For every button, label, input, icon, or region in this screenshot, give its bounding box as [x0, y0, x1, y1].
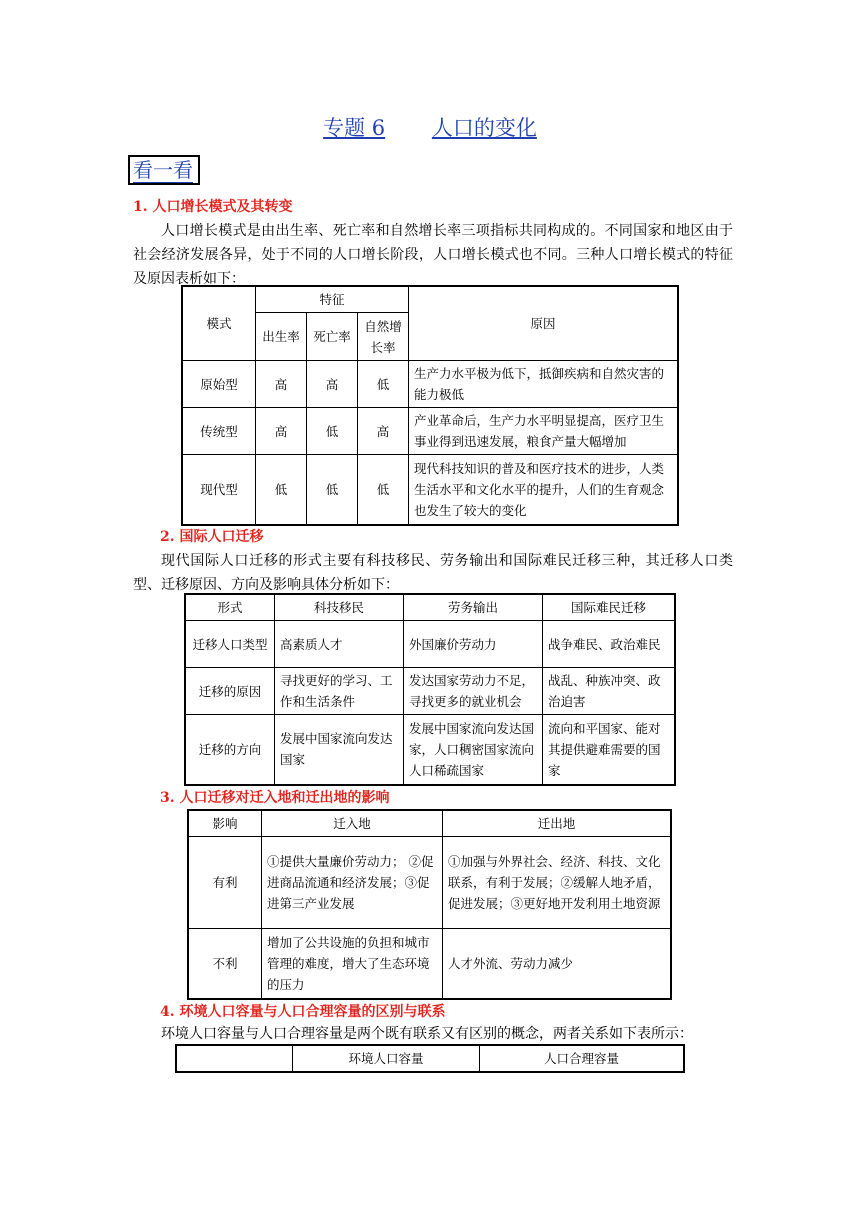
table-cell: ①加强与外界社会、经济、科技、文化联系，有利于发展；②缓解人地矛盾，促进发展；③更好地开发利用土地资源	[443, 837, 672, 929]
page-title	[0, 112, 860, 142]
table-cell: 低	[358, 361, 409, 408]
table-cell: 高	[358, 408, 409, 455]
table-cell: 低	[307, 455, 358, 525]
table-cell: 战乱、种族冲突、政治迫害	[543, 668, 676, 715]
table-cell: 战争难民、政治难民	[543, 621, 676, 668]
table-cell: 流向和平国家、能对其提供避难需要的国家	[543, 715, 676, 785]
section4-paragraph: 环境人口容量与人口合理容量是两个既有联系又有区别的概念，两者关系如下表所示：	[161, 1026, 693, 1042]
badge-label: 看一看	[133, 158, 193, 182]
kanyikan-badge	[128, 155, 200, 185]
title-name: 人口的变化	[431, 116, 537, 140]
table-cell: 低	[307, 408, 358, 455]
section1-heading: 1. 人口增长模式及其转变	[133, 199, 293, 215]
section1-paragraph: 人口增长模式是由出生率、死亡率和自然增长率三项指标共同构成的。不同国家和地区由于社会经济发展各异，处于不同的人口增长阶段，人口增长模式也不同。三种人口增长模式的特征及原因表析如下：	[133, 223, 733, 287]
table-cell: 发达国家劳动力不足，寻找更多的就业机会	[404, 668, 543, 715]
table-cell: 发展中国家流向发达国家，人口稠密国家流向人口稀疏国家	[404, 715, 543, 785]
th-impact: 影响	[188, 810, 262, 837]
table-cell: 低	[358, 455, 409, 525]
th-natural: 自然增长率	[358, 313, 409, 361]
table-cell: 增加了公共设施的负担和城市管理的难度，增大了生态环境的压力	[262, 929, 443, 999]
th-birth: 出生率	[256, 313, 307, 361]
th-reasonable-capacity: 人口合理容量	[480, 1045, 685, 1072]
table-cell: 不利	[188, 929, 262, 999]
th-origin: 迁出地	[443, 810, 672, 837]
th-death: 死亡率	[307, 313, 358, 361]
table-cell: 高	[256, 408, 307, 455]
table-cell: 产业革命后，生产力水平明显提高，医疗卫生事业得到迅速发展，粮食产量大幅增加	[409, 408, 679, 455]
table-cell: 人才外流、劳动力减少	[443, 929, 672, 999]
table-cell: 高	[307, 361, 358, 408]
section4-heading: 4. 环境人口容量与人口合理容量的区别与联系	[160, 1004, 446, 1020]
th-form: 形式	[185, 594, 275, 621]
table-cell: 发展中国家流向发达国家	[275, 715, 404, 785]
table-cell: 高	[256, 361, 307, 408]
impact-table	[187, 809, 672, 1000]
section2-heading: 2. 国际人口迁移	[160, 529, 264, 545]
th-tech: 科技移民	[275, 594, 404, 621]
th-env-capacity: 环境人口容量	[293, 1045, 480, 1072]
table-cell: 有利	[188, 837, 262, 929]
title-number: 专题 6	[323, 116, 386, 140]
table-cell: 迁移人口类型	[185, 621, 275, 668]
capacity-table	[175, 1044, 685, 1073]
th-mode: 模式	[182, 286, 256, 361]
table-cell: 传统型	[182, 408, 256, 455]
table-cell: 现代科技知识的普及和医疗技术的进步，人类生活水平和文化水平的提升，人们的生育观念也发生了较大的变化	[409, 455, 679, 525]
th-reason: 原因	[409, 286, 679, 361]
migration-table	[184, 593, 676, 786]
th-destination: 迁入地	[262, 810, 443, 837]
table-cell: 生产力水平极为低下，抵御疾病和自然灾害的能力极低	[409, 361, 679, 408]
table-cell: 低	[256, 455, 307, 525]
table-cell: 迁移的原因	[185, 668, 275, 715]
th-labor: 劳务输出	[404, 594, 543, 621]
section3-heading: 3. 人口迁移对迁入地和迁出地的影响	[160, 790, 390, 806]
table-cell: 原始型	[182, 361, 256, 408]
table-cell: 迁移的方向	[185, 715, 275, 785]
table-cell: 现代型	[182, 455, 256, 525]
table-cell: 外国廉价劳动力	[404, 621, 543, 668]
table-cell: 寻找更好的学习、工作和生活条件	[275, 668, 404, 715]
th-empty	[176, 1045, 293, 1072]
table-cell: 高素质人才	[275, 621, 404, 668]
growth-mode-table	[181, 285, 679, 526]
th-feature: 特征	[256, 286, 409, 313]
table-cell: ①提供大量廉价劳动力； ②促进商品流通和经济发展；③促进第三产业发展	[262, 837, 443, 929]
section2-paragraph: 现代国际人口迁移的形式主要有科技移民、劳务输出和国际难民迁移三种，其迁移人口类型、迁移原因、方向及影响具体分析如下：	[133, 553, 733, 593]
th-refugee: 国际难民迁移	[543, 594, 676, 621]
